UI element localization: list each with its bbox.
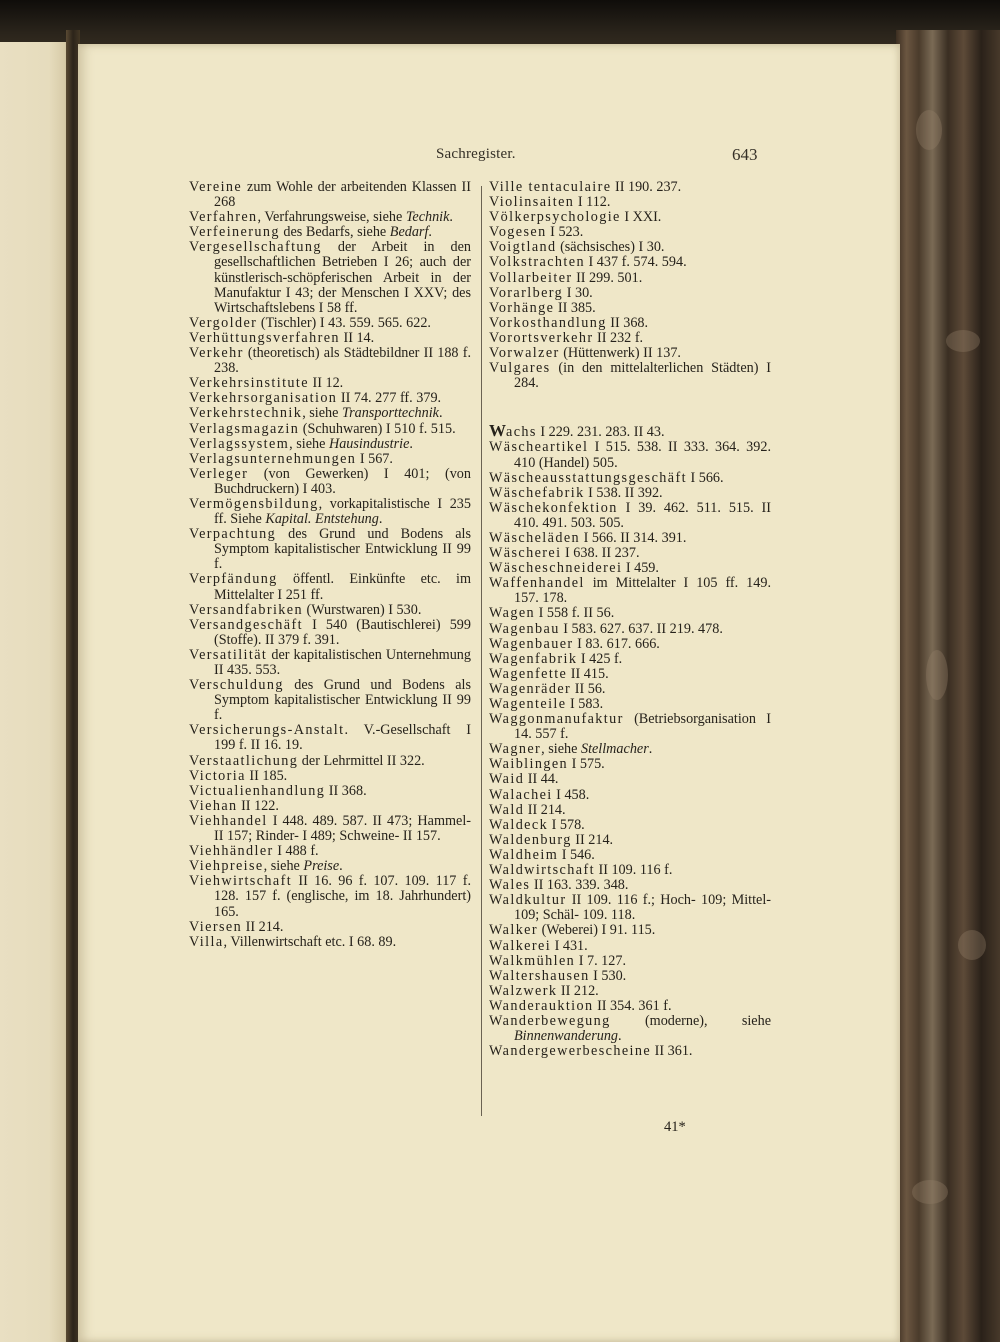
index-locators: I 530. (589, 967, 627, 984)
index-keyword: Wagenfabrik (489, 650, 578, 667)
index-keyword: Verkehrsorganisation (189, 390, 338, 407)
index-locators: II 109. 116 f. (594, 862, 673, 879)
index-keyword: Wagenteile (489, 696, 567, 712)
index-entry (489, 984, 771, 999)
index-keyword: Wäscheartikel (489, 439, 589, 456)
index-entry (489, 195, 771, 210)
index-locators: II 163. 339. 348. (530, 877, 629, 894)
index-keyword: Viehhandel (189, 812, 268, 829)
index-locators: (Betriebsorganisation I 14. 557 f. (514, 711, 771, 743)
index-keyword: Wäscheschneiderei (489, 560, 623, 577)
index-keyword: Vorhänge (489, 299, 555, 316)
cross-reference: Binnenwanderung (514, 1028, 619, 1045)
index-entry (489, 423, 771, 440)
index-entry (189, 331, 471, 346)
index-entry (489, 255, 771, 270)
index-keyword: Wanderauktion (489, 997, 594, 1014)
index-entry (189, 844, 471, 859)
index-locators: II 212. (557, 982, 599, 999)
index-locators: II 14. (339, 329, 375, 346)
cross-reference: Technik (405, 209, 450, 226)
cover-wear-mark (916, 110, 942, 150)
index-locators: I 30. (563, 284, 593, 301)
index-keyword: Verlagsmagazin (189, 420, 300, 437)
cross-reference: Kapital. Entstehung (265, 511, 379, 528)
index-locators: II 232 f. (593, 329, 644, 346)
index-locators: des Grund und Bodens als Symptom kapitalistischer Entwicklung II 99 f. (214, 677, 471, 724)
index-locators: (von Gewerken) I 401; (von Buchdruckern) I 403. (214, 465, 471, 497)
entry-tail: . (428, 224, 432, 241)
index-locators: I XXI. (620, 209, 662, 226)
index-entry (189, 452, 471, 467)
index-locators: der Arbeit in den gesellschaftlichen Betrieben I 26; auch der künstlerisch-schöpferischen Arbeit in der Manufaktur I 43; der Menschen I XXV; des Wirtschaftslebens I 58 ff. (214, 239, 471, 316)
index-keyword: Vorarlberg (489, 284, 564, 301)
index-keyword: Wales (489, 877, 531, 894)
index-locators: . V.-Gesellschaft I 199 f. II 16. 19. (214, 722, 471, 754)
index-locators: II 12. (308, 375, 344, 392)
index-keyword: Viehpreise (189, 858, 264, 875)
index-keyword: Versandgeschäft (189, 616, 303, 633)
index-keyword: Verleger (189, 465, 249, 482)
index-entry (189, 603, 471, 618)
index-keyword: Vorortsverkehr (489, 329, 594, 346)
index-keyword: Wäscheläden (489, 529, 581, 546)
index-locators: I 583. (566, 696, 604, 712)
index-section-w (489, 423, 771, 1059)
index-locators: I 566. (686, 469, 724, 486)
index-entry (189, 678, 471, 723)
index-entry (189, 648, 471, 678)
index-keyword: Vogesen (489, 224, 547, 241)
index-entry (189, 814, 471, 844)
index-keyword: Waldheim (489, 846, 559, 863)
index-locators: II 368. (606, 314, 649, 331)
index-entry (189, 527, 471, 572)
index-entry (489, 803, 771, 818)
index-entry (489, 622, 771, 637)
index-entry (489, 606, 771, 621)
index-keyword: Verkehr (189, 345, 244, 362)
index-locators: (theoretisch) als Städtebildner II 188 f. 238. (214, 345, 471, 377)
index-locators: II 415. (567, 665, 609, 682)
cross-reference: Bedarf (389, 224, 429, 241)
index-keyword: Wandergewerbescheine (489, 1043, 652, 1060)
index-keyword: Waiblingen (489, 756, 569, 773)
index-entry (489, 742, 771, 757)
index-entry (489, 301, 771, 316)
index-keyword: Wäscheausstattungsgeschäft (489, 469, 687, 486)
index-locators: II 299. 501. (572, 269, 643, 286)
cover-wear-mark (912, 1180, 948, 1204)
index-entry (189, 799, 471, 814)
index-locators: II 185. (245, 767, 288, 784)
index-keyword: Wanderbewegung (489, 1012, 611, 1029)
index-entry (489, 637, 771, 652)
index-entry (189, 376, 471, 391)
page-number: 643 (732, 145, 758, 164)
index-locators: II 214. (242, 918, 284, 935)
index-locators: I 39. 462. 511. 515. II 410. 491. 503. 505. (514, 499, 771, 531)
index-locators: des Grund und Bodens als Symptom kapitalistischer Entwicklung II 99 f. (214, 526, 471, 573)
index-keyword: Wagenbau (489, 620, 560, 637)
index-locators: (Schuhwaren) I 510 f. 515. (299, 420, 456, 437)
index-locators: , Villenwirtschaft etc. I 68. 89. (223, 933, 397, 950)
index-entry (489, 818, 771, 833)
index-locators: I 437 f. 574. 594. (584, 254, 687, 271)
index-keyword: Waldeck (489, 816, 549, 833)
index-entry (489, 772, 771, 787)
index-keyword: Viehan (189, 797, 238, 814)
cover-wear-mark (926, 650, 948, 700)
index-keyword: Vorwalzer (489, 345, 560, 362)
index-entry (489, 652, 771, 667)
index-entry (189, 754, 471, 769)
section-initial-rest: achs (506, 424, 537, 441)
entry-tail: . (409, 435, 413, 452)
index-section-v (489, 180, 771, 391)
index-keyword: Walzwerk (489, 982, 558, 999)
index-keyword: Vergolder (189, 314, 258, 331)
index-locators: I 558 f. II 56. (535, 605, 615, 622)
index-entry (189, 723, 471, 753)
index-locators: (in den mittelalterlichen Städten) I 284. (514, 360, 771, 392)
index-keyword: Walkmühlen (489, 952, 576, 969)
index-keyword: Volkstrachten (489, 254, 585, 271)
index-locators: (Wurstwaren) I 530. (302, 601, 422, 618)
index-locators: (sächsisches) I 30. (556, 239, 665, 256)
cover-wear-mark (946, 330, 980, 352)
index-keyword: Viehhändler (189, 843, 274, 860)
index-entry (489, 180, 771, 195)
index-entry (189, 422, 471, 437)
index-keyword: Wagenräder (489, 680, 572, 697)
index-locators: II 368. (325, 782, 367, 799)
index-keyword: Wäschekonfektion (489, 499, 618, 516)
index-entry (189, 225, 471, 240)
index-keyword: Violinsaiten (489, 194, 575, 211)
index-keyword: Vergesellschaftung (189, 239, 322, 256)
index-keyword: Versandfabriken (189, 601, 303, 618)
index-entry (489, 531, 771, 546)
entry-tail: . (449, 209, 453, 226)
index-locators: II 361. (651, 1043, 693, 1060)
index-keyword: Wäschefabrik (489, 484, 585, 501)
index-entry (189, 618, 471, 648)
index-locators: im Mittelalter I 105 ff. 149. 157. 178. (514, 575, 771, 607)
index-locators: der Lehrmittel II 322. (298, 752, 425, 769)
index-keyword: Verfahren (189, 209, 258, 226)
entry-tail: . (378, 511, 383, 528)
index-entry (189, 437, 471, 452)
index-keyword: Verhüttungsverfahren (189, 329, 340, 346)
index-locators: öffentl. Einkünfte etc. im Mittelalter I 251 ff. (214, 571, 471, 603)
index-entry (489, 923, 771, 938)
index-entry (489, 361, 771, 391)
index-locators: II 74. 277 ff. 379. (337, 390, 442, 407)
index-entry (489, 286, 771, 301)
index-entry (489, 833, 771, 848)
index-locators: (Weberei) I 91. 115. (538, 922, 656, 939)
index-keyword: Waldenburg (489, 831, 572, 848)
index-keyword (489, 421, 537, 441)
cross-reference: Preise (303, 858, 340, 875)
index-entry (189, 874, 471, 919)
index-keyword: Verpachtung (189, 526, 277, 543)
index-locators: II 190. 237. (611, 179, 682, 195)
index-entry (489, 576, 771, 606)
index-locators: I 578. (548, 816, 585, 833)
index-entry (489, 471, 771, 486)
index-locators: I 448. 489. 587. II 473; Hammel- II 157; Rinder- I 489; Schweine- II 157. (214, 812, 471, 845)
index-locators: I 229. 231. 283. II 43. (536, 424, 665, 441)
index-locators: , Verfahrungsweise, siehe (257, 209, 406, 226)
index-column-right (489, 180, 771, 1059)
index-column-left (189, 180, 471, 950)
index-entry (489, 346, 771, 361)
index-keyword: Waltershausen (489, 967, 590, 984)
index-keyword: Wagen (489, 605, 536, 622)
index-locators: , siehe (302, 405, 342, 422)
column-divider (481, 186, 482, 1116)
index-keyword: Verlagssystem (189, 435, 290, 452)
index-locators: I 7. 127. (575, 952, 626, 969)
index-keyword: Versicherungs-Anstalt (189, 722, 345, 739)
cross-reference: Hausindustrie (328, 435, 410, 452)
index-locators: I 638. II 237. (561, 545, 640, 562)
index-locators: , siehe (541, 741, 581, 758)
index-entry (489, 210, 771, 225)
index-keyword: Waldwirtschaft (489, 862, 595, 879)
index-entry (189, 210, 471, 225)
running-header: Sachregister. (436, 146, 516, 162)
index-entry (489, 848, 771, 863)
index-keyword: Viersen (189, 918, 243, 935)
index-locators: I 425 f. (577, 650, 623, 667)
index-locators: , vorkapitalistische I 235 ff. Siehe (214, 495, 471, 528)
index-keyword: Versatilität (189, 646, 268, 663)
index-locators: I 459. (622, 560, 659, 577)
index-entry (489, 697, 771, 712)
index-entry (189, 240, 471, 315)
index-keyword: Wagenbauer (489, 635, 574, 652)
index-locators: I 112. (574, 194, 611, 211)
index-locators: I 515. 538. II 333. 364. 392. 410 (Handel) 505. (514, 439, 771, 471)
index-locators: II 109. 116 f.; Hoch- 109; Mittel- 109; Schäl- 109. 118. (514, 892, 771, 924)
index-entry (489, 1044, 771, 1059)
index-keyword: Völkerpsychologie (489, 209, 621, 226)
index-entry (489, 863, 771, 878)
index-locators: (moderne), siehe (610, 1012, 771, 1029)
index-entry (189, 391, 471, 406)
index-entry (489, 1014, 771, 1044)
index-keyword: Wagner (489, 741, 542, 758)
index-locators: II 122. (237, 797, 279, 814)
index-keyword: Vorkosthandlung (489, 314, 607, 331)
index-keyword: Walker (489, 922, 539, 939)
index-entry (489, 788, 771, 803)
index-entry (489, 954, 771, 969)
entry-tail: . (618, 1028, 622, 1045)
index-locators: der kapitalistischen Unternehmung II 435. 553. (214, 646, 471, 678)
index-keyword: Vereine (189, 179, 243, 195)
index-keyword: Voigtland (489, 239, 557, 256)
index-entry (489, 501, 771, 531)
index-entry (189, 180, 471, 210)
index-keyword: Verpfändung (189, 571, 278, 588)
index-entry (189, 935, 471, 950)
index-locators: (Hüttenwerk) II 137. (559, 345, 681, 362)
index-keyword: Villa (189, 933, 224, 950)
index-locators: I 488 f. (273, 843, 319, 860)
cross-reference: Transporttechnik (341, 405, 439, 422)
index-entry (489, 939, 771, 954)
index-keyword: Waid (489, 771, 525, 788)
index-locators: II 44. (524, 771, 559, 788)
index-entry (489, 682, 771, 697)
cover-wear-mark (958, 930, 986, 960)
index-keyword: Vulgares (489, 360, 551, 377)
section-initial: W (489, 421, 506, 441)
index-locators: II 354. 361 f. (593, 997, 672, 1014)
printer-signature: 41* (664, 1119, 686, 1135)
index-keyword: Ville tentaculaire (489, 179, 612, 195)
index-locators: zum Wohle der arbeitenden Klassen II 268 (214, 179, 471, 211)
entry-tail: . (438, 405, 443, 422)
index-keyword: Vermögensbildung (189, 495, 319, 512)
index-keyword: Waggonmanufaktur (489, 711, 624, 728)
index-locators: (Tischler) I 43. 559. 565. 622. (257, 314, 431, 331)
index-entry (489, 271, 771, 286)
index-keyword: Verfeinerung (189, 224, 280, 241)
index-locators: II 56. (571, 680, 606, 697)
index-keyword: Victualienhandlung (189, 782, 326, 799)
index-entry (189, 859, 471, 874)
index-keyword: Walkerei (489, 937, 552, 954)
entry-tail: . (339, 858, 343, 875)
index-keyword: Waffenhandel (489, 575, 585, 592)
index-locators: I 583. 627. 637. II 219. 478. (559, 620, 723, 637)
index-entry (489, 316, 771, 331)
index-keyword: Victoria (189, 767, 246, 784)
index-entry (189, 467, 471, 497)
index-locators: II 214. (524, 801, 566, 818)
index-locators: I 431. (551, 937, 588, 954)
index-entry (189, 572, 471, 602)
index-keyword: Viehwirtschaft (189, 873, 293, 890)
index-keyword: Wäscherei (489, 545, 562, 562)
index-entry (189, 346, 471, 376)
index-keyword: Verschuldung (189, 677, 284, 694)
index-keyword: Wald (489, 801, 525, 818)
entry-tail: . (648, 741, 653, 758)
index-keyword: Verstaatlichung (189, 752, 299, 769)
book-cover-edge (896, 30, 1000, 1342)
section-gap (489, 391, 771, 423)
index-entry (189, 497, 471, 527)
index-locators: I 567. (356, 450, 393, 467)
index-keyword: Walachei (489, 786, 553, 803)
index-entry (489, 440, 771, 470)
index-keyword: Vollarbeiter (489, 269, 573, 286)
index-locators: I 83. 617. 666. (573, 635, 660, 652)
index-keyword: Verkehrstechnik (189, 405, 303, 422)
index-entry (189, 769, 471, 784)
index-entry (189, 920, 471, 935)
index-locators: des Bedarfs, siehe (279, 224, 390, 241)
index-locators: II 214. (571, 831, 614, 848)
index-keyword: Wagenfette (489, 665, 568, 682)
index-locators: I 523. (546, 224, 584, 241)
index-entry (489, 999, 771, 1014)
index-entry (489, 712, 771, 742)
index-entry (489, 667, 771, 682)
index-entry (189, 784, 471, 799)
index-locators: II 16. 96 f. 107. 109. 117 f. 128. 157 f. (englische, im 18. Jahrhundert) 165. (214, 873, 471, 920)
index-entry (489, 969, 771, 984)
index-entry (489, 757, 771, 772)
index-locators: I 538. II 392. (584, 484, 663, 501)
index-locators: I 566. II 314. 391. (580, 529, 687, 546)
index-entry (489, 331, 771, 346)
facing-page-edge (0, 42, 70, 1342)
index-locators: I 458. (552, 786, 590, 803)
index-locators: I 540 (Bautischlerei) 599 (Stoffe). II 379 f. 391. (214, 616, 471, 648)
index-entry (189, 316, 471, 331)
index-entry (489, 225, 771, 240)
index-entry (489, 486, 771, 501)
index-entry (489, 561, 771, 576)
index-entry (489, 878, 771, 893)
index-entry (489, 893, 771, 923)
index-keyword: Verlagsunternehmungen (189, 450, 357, 467)
index-locators: , siehe (289, 435, 329, 452)
index-entry (189, 406, 471, 421)
index-locators: , siehe (263, 858, 304, 875)
index-entry (489, 546, 771, 561)
index-locators: I 575. (568, 756, 605, 773)
index-keyword: Waldkultur (489, 892, 567, 909)
index-locators: I 546. (558, 846, 595, 863)
index-entry (489, 240, 771, 255)
index-keyword: Verkehrsinstitute (189, 375, 309, 392)
index-locators: II 385. (554, 299, 596, 316)
cross-reference: Stellmacher (580, 741, 649, 758)
